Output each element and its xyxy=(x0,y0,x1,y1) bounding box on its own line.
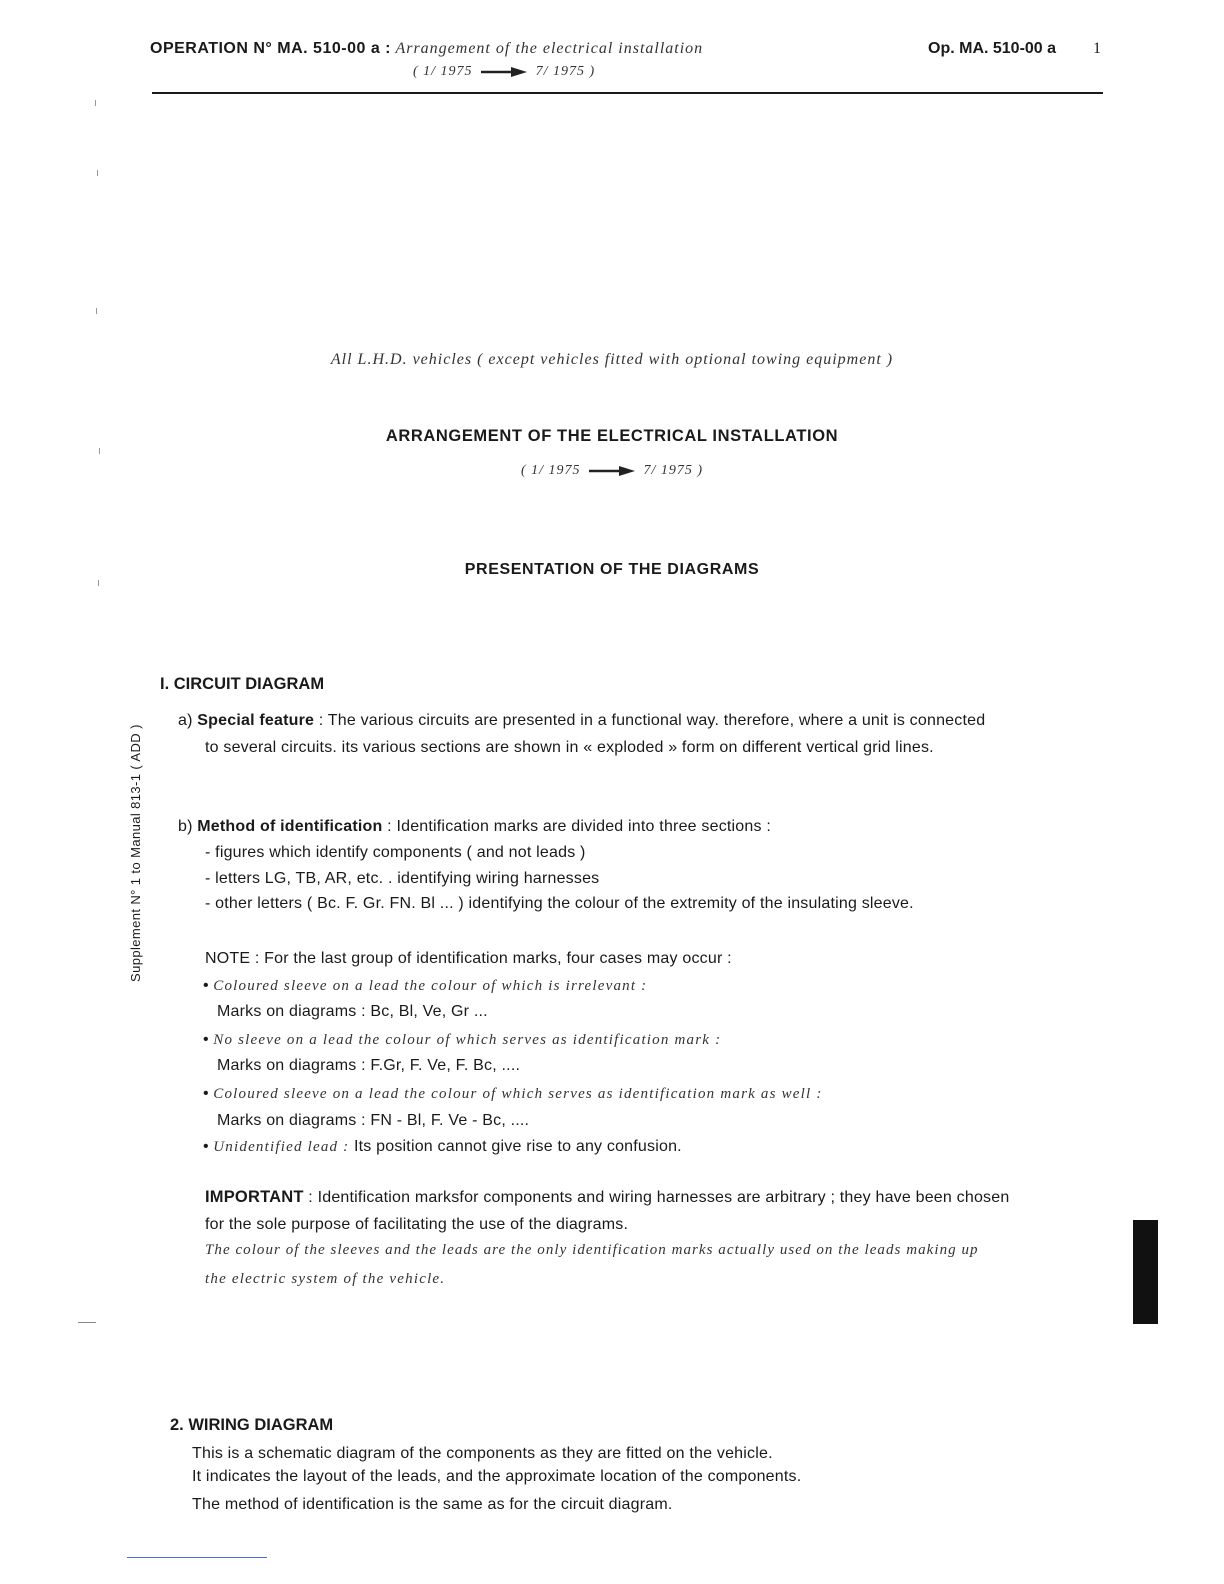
operation-title: Arrangement of the electrical installation xyxy=(395,40,704,57)
item-b-label: b) xyxy=(178,818,198,835)
important-italic-line-1: The colour of the sleeves and the leads are the only identification marks actually used on the leads making up xyxy=(205,1242,979,1258)
case-description: Coloured sleeve on a lead the colour of which is irrelevant : xyxy=(213,978,648,994)
case-description: Coloured sleeve on a lead the colour of which serves as identification mark as well : xyxy=(213,1086,823,1102)
wiring-line-3: The method of identification is the same as for the circuit diagram. xyxy=(192,1496,673,1513)
scan-speck xyxy=(97,170,98,176)
case-marks: Marks on diagrams : Bc, Bl, Ve, Gr ... xyxy=(217,1003,488,1020)
circuit-diagram-heading: I. CIRCUIT DIAGRAM xyxy=(160,675,325,693)
margin-tab-marker xyxy=(1133,1220,1158,1324)
bullet: • xyxy=(203,1085,209,1102)
method-identification-line xyxy=(178,818,771,836)
header-divider xyxy=(152,92,1103,94)
supplement-side-note: Supplement N° 1 to Manual 813-1 ( ADD ) xyxy=(128,724,143,982)
page-number: 1 xyxy=(1093,40,1101,57)
scan-speck xyxy=(78,1322,96,1323)
arrow-right-icon xyxy=(481,67,527,77)
header-date-to: 7/ 1975 ) xyxy=(535,64,596,79)
list-item: - figures which identify components ( and not leads ) xyxy=(205,844,586,861)
bullet: • xyxy=(203,1138,209,1155)
case-marks: Marks on diagrams : FN - Bl, F. Ve - Bc, .... xyxy=(217,1112,530,1129)
special-feature-line-2: to several circuits. its various sections are shown in « exploded » form on different vertical grid lines. xyxy=(205,739,934,756)
scan-speck xyxy=(95,100,96,106)
special-feature-text: : The various circuits are presented in a functional way. therefore, where a unit is connected xyxy=(314,712,986,729)
list-item: - letters LG, TB, AR, etc. . identifying wiring harnesses xyxy=(205,870,600,887)
scan-speck xyxy=(99,448,100,454)
method-identification-text: : Identification marks are divided into three sections : xyxy=(382,818,771,835)
important-line-1 xyxy=(205,1188,1009,1207)
operation-header xyxy=(150,40,703,58)
operation-reference: Op. MA. 510-00 a xyxy=(928,40,1057,57)
note-case-1 xyxy=(203,977,647,995)
note-case-3 xyxy=(203,1085,823,1103)
scan-speck xyxy=(98,580,99,586)
title-date-from: ( 1/ 1975 xyxy=(520,463,581,478)
item-a-label: a) xyxy=(178,712,198,729)
important-label: IMPORTANT xyxy=(205,1188,304,1206)
list-item: - other letters ( Bc. F. Gr. FN. Bl ... ) identifying the colour of the extremity of the insulating sleeve. xyxy=(205,895,914,912)
important-line-2: for the sole purpose of facilitating the use of the diagrams. xyxy=(205,1216,629,1233)
special-feature-label: Special feature xyxy=(197,712,315,729)
wiring-line-1: This is a schematic diagram of the components as they are fitted on the vehicle. xyxy=(192,1445,773,1462)
special-feature-line-1 xyxy=(178,712,985,730)
applicability-line: All L.H.D. vehicles ( except vehicles fitted with optional towing equipment ) xyxy=(330,351,894,368)
case-marks: Its position cannot give rise to any confusion. xyxy=(349,1138,682,1155)
bullet: • xyxy=(203,977,209,994)
method-identification-label: Method of identification xyxy=(197,818,383,835)
header-date-range xyxy=(413,64,595,80)
operation-number: OPERATION N° MA. 510-00 a : xyxy=(150,40,391,57)
footer-rule xyxy=(127,1557,267,1558)
title-date-to: 7/ 1975 ) xyxy=(643,463,704,478)
important-text: : Identification marksfor components and wiring harnesses are arbitrary ; they have been chosen xyxy=(303,1189,1010,1206)
note-intro: NOTE : For the last group of identification marks, four cases may occur : xyxy=(205,950,732,967)
note-case-2 xyxy=(203,1031,721,1049)
wiring-diagram-heading: 2. WIRING DIAGRAM xyxy=(170,1416,334,1434)
bullet: • xyxy=(203,1031,209,1048)
case-description: Unidentified lead : xyxy=(213,1139,350,1155)
scan-speck xyxy=(96,308,97,314)
section-subtitle: PRESENTATION OF THE DIAGRAMS xyxy=(464,561,760,578)
title-date-range xyxy=(0,463,1224,479)
header-date-from: ( 1/ 1975 xyxy=(413,64,473,79)
case-marks: Marks on diagrams : F.Gr, F. Ve, F. Bc, .... xyxy=(217,1057,521,1074)
wiring-line-2: It indicates the layout of the leads, and the approximate location of the components. xyxy=(192,1468,802,1485)
case-description: No sleeve on a lead the colour of which serves as identification mark : xyxy=(213,1032,722,1048)
important-italic-line-2: the electric system of the vehicle. xyxy=(205,1271,446,1287)
document-title: ARRANGEMENT OF THE ELECTRICAL INSTALLATION xyxy=(385,427,839,445)
note-case-4 xyxy=(203,1138,682,1156)
arrow-right-icon xyxy=(589,466,635,476)
